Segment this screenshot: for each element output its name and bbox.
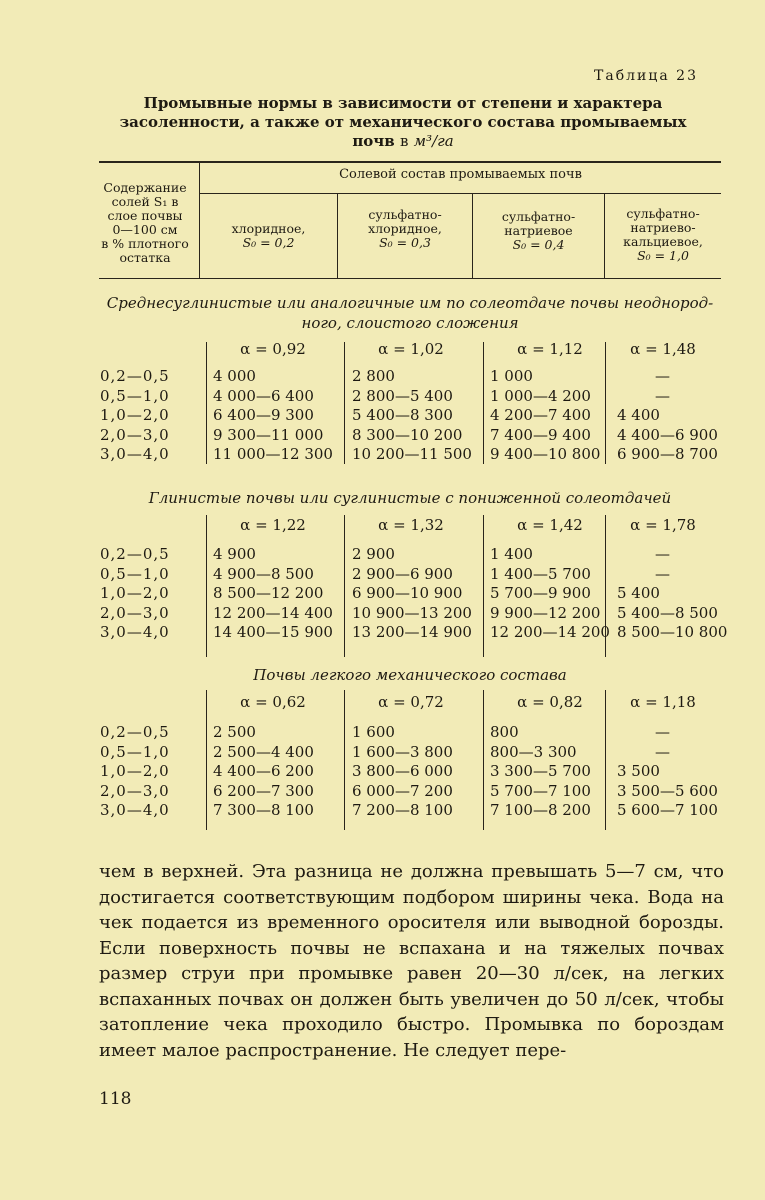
- row-label: 3,0—4,0: [100, 445, 170, 464]
- column-header-line: сульфатно-: [501, 209, 576, 224]
- body-divider-1: [344, 342, 345, 464]
- section-title-line: Глинистые почвы или суглинистые с пониженной солеотдачей: [148, 489, 672, 507]
- alpha-coefficient: α = 1,78: [630, 516, 696, 534]
- table-cell: 5 400—8 500: [617, 603, 718, 622]
- row-header-line: 0—100 см: [112, 222, 178, 237]
- table-title-unit: м³/га: [413, 132, 454, 150]
- table-cell: 9 900—12 200: [490, 603, 601, 622]
- row-label: 0,2—0,5: [100, 367, 170, 385]
- row-header-line: Содержание: [103, 180, 187, 195]
- alpha-coefficient: α = 1,18: [630, 693, 696, 711]
- column-header-so: S₀ = 0,3: [379, 235, 431, 250]
- row-label: 0,5—1,0: [100, 386, 170, 405]
- table-number: Таблица 23: [594, 68, 698, 84]
- body-paragraph: [99, 859, 724, 1063]
- table-cell: 1 400—5 700: [490, 564, 591, 583]
- body-divider-2: [483, 515, 484, 657]
- row-label: 2,0—3,0: [100, 425, 170, 444]
- table-cell: 7 300—8 100: [213, 801, 314, 820]
- body-divider-3: [605, 690, 606, 830]
- body-divider-0: [206, 690, 207, 830]
- table-cell: —: [655, 367, 670, 385]
- table-cell: —: [655, 564, 670, 583]
- table-cell: 6 900—8 700: [617, 445, 718, 464]
- body-divider-2: [483, 690, 484, 830]
- table-cell: 4 900: [213, 545, 256, 563]
- table-cell: 3 800—6 000: [352, 762, 453, 781]
- table-cell: 4 000—6 400: [213, 386, 314, 405]
- table-cell: 3 500—5 600: [617, 781, 718, 800]
- alpha-coefficient: α = 0,92: [240, 340, 306, 358]
- table-cell: 12 200—14 200: [490, 623, 610, 642]
- row-header-line: слое почвы: [107, 208, 183, 223]
- table-cell: 11 000—12 300: [213, 445, 333, 464]
- table-top-rule: [99, 161, 721, 163]
- body-divider-0: [206, 515, 207, 657]
- table-cell: 9 400—10 800: [490, 445, 601, 464]
- table-cell: 2 800: [352, 367, 395, 385]
- table-cell: 4 900—8 500: [213, 564, 314, 583]
- table-cell: 6 000—7 200: [352, 781, 453, 800]
- column-header-chloride: [200, 222, 337, 250]
- table-title-text: Промывные нормы в зависимости от степени и характера засоленности, а также от механического состава промываемых почв: [119, 94, 687, 150]
- body-divider-1: [344, 690, 345, 830]
- table-cell: 1 600—3 800: [352, 742, 453, 761]
- table-cell: 4 000: [213, 367, 256, 385]
- alpha-coefficient: α = 1,48: [630, 340, 696, 358]
- table-cell: 8 500—10 800: [617, 623, 728, 642]
- table-cell: 5 700—9 900: [490, 584, 591, 603]
- row-header-line: солей S₁ в: [111, 194, 179, 209]
- alpha-coefficient: α = 1,12: [517, 340, 583, 358]
- table-cell: 10 200—11 500: [352, 445, 472, 464]
- table-cell: 6 400—9 300: [213, 406, 314, 425]
- column-header-line: натриевое: [504, 223, 573, 238]
- table-cell: 6 900—10 900: [352, 584, 463, 603]
- page-number: 118: [99, 1089, 132, 1109]
- table-cell: 13 200—14 900: [352, 623, 472, 642]
- table-cell: —: [655, 386, 670, 405]
- body-divider-1: [344, 515, 345, 657]
- row-header: [90, 181, 200, 265]
- table-cell: —: [655, 723, 670, 741]
- column-header-line: кальциевое,: [623, 234, 703, 249]
- table-cell: 1 000: [490, 367, 533, 385]
- table-cell: 4 400—6 900: [617, 425, 718, 444]
- table-cell: 800: [490, 723, 519, 741]
- table-cell: 5 400—8 300: [352, 406, 453, 425]
- row-label: 1,0—2,0: [100, 406, 170, 425]
- alpha-coefficient: α = 0,82: [517, 693, 583, 711]
- table-cell: 1 600: [352, 723, 395, 741]
- table-cell: 12 200—14 400: [213, 603, 333, 622]
- column-header-so: S₀ = 1,0: [637, 248, 689, 263]
- table-cell: 5 700—7 100: [490, 781, 591, 800]
- body-divider-3: [605, 342, 606, 464]
- section-title: [90, 293, 730, 333]
- alpha-coefficient: α = 1,22: [240, 516, 306, 534]
- table-cell: 2 500: [213, 723, 256, 741]
- column-header-sulfate-sodium-calcium: [605, 207, 721, 263]
- body-divider-0: [206, 342, 207, 464]
- row-label: 1,0—2,0: [100, 584, 170, 603]
- table-cell: 3 500: [617, 762, 660, 781]
- section-title: [90, 665, 730, 685]
- header-bottom-rule: [99, 278, 721, 279]
- table-cell: 3 300—5 700: [490, 762, 591, 781]
- column-header-line: сульфатно-: [368, 207, 442, 222]
- table-cell: 4 200—7 400: [490, 406, 591, 425]
- body-paragraph-text: чем в верхней. Эта разница не должна превышать 5—7 см, что достигается соответствующим подбором ширины чека. Вода на чек подается из временного оросителя или выводной борозды. Если поверхность почвы не вспахана и на тяжелых почвах размер струи при промывке равен 20—30 л/сек, на легких вспаханных почвах он должен быть увеличен до 50 л/сек, чтобы затопление чека проходило быстро. Промывка по бороздам имеет малое распространение. Не следует пере-: [99, 861, 724, 1061]
- table-cell: 9 300—11 000: [213, 425, 324, 444]
- group-header-rule: [200, 193, 721, 194]
- table-cell: 1 000—4 200: [490, 386, 591, 405]
- table-cell: 5 600—7 100: [617, 801, 718, 820]
- column-header-line: натриево-: [630, 220, 696, 235]
- section-title-line: Почвы легкого механического состава: [253, 666, 567, 684]
- column-header-so: S₀ = 0,2: [242, 235, 295, 250]
- row-label: 0,5—1,0: [100, 564, 170, 583]
- row-label: 0,2—0,5: [100, 545, 170, 563]
- column-header-sulfate-chloride: [338, 208, 472, 250]
- table-cell: 2 800—5 400: [352, 386, 453, 405]
- row-label: 0,2—0,5: [100, 723, 170, 741]
- row-header-line: в % плотного: [101, 236, 189, 251]
- table-cell: 2 900—6 900: [352, 564, 453, 583]
- table-cell: —: [655, 742, 670, 761]
- row-header-line: остатка: [119, 250, 171, 265]
- row-label: 0,5—1,0: [100, 742, 170, 761]
- body-divider-2: [483, 342, 484, 464]
- table-cell: 4 400: [617, 406, 660, 425]
- column-header-line: хлоридное,: [368, 221, 442, 236]
- alpha-coefficient: α = 0,72: [378, 693, 444, 711]
- column-header-so: S₀ = 0,4: [512, 237, 565, 252]
- section-title: [90, 488, 730, 508]
- row-label: 2,0—3,0: [100, 603, 170, 622]
- table-title: [100, 94, 706, 151]
- column-header-line: сульфатно-: [626, 206, 700, 221]
- alpha-coefficient: α = 1,32: [378, 516, 444, 534]
- table-cell: 8 500—12 200: [213, 584, 324, 603]
- row-label: 1,0—2,0: [100, 762, 170, 781]
- row-label: 3,0—4,0: [100, 623, 170, 642]
- row-label: 2,0—3,0: [100, 781, 170, 800]
- column-header-sulfate-sodium: [473, 210, 604, 252]
- alpha-coefficient: α = 0,62: [240, 693, 306, 711]
- table-cell: 2 900: [352, 545, 395, 563]
- table-cell: 7 400—9 400: [490, 425, 591, 444]
- table-cell: 1 400: [490, 545, 533, 563]
- alpha-coefficient: α = 1,42: [517, 516, 583, 534]
- table-cell: 2 500—4 400: [213, 742, 314, 761]
- table-cell: 800—3 300: [490, 742, 577, 761]
- group-header: Солевой состав промываемых почв: [339, 167, 582, 182]
- table-cell: 7 200—8 100: [352, 801, 453, 820]
- section-title-line: ного, слоистого сложения: [301, 314, 519, 332]
- column-header-line: хлоридное,: [231, 221, 306, 236]
- table-cell: 6 200—7 300: [213, 781, 314, 800]
- table-cell: 10 900—13 200: [352, 603, 472, 622]
- table-title-unit-prefix: в: [399, 132, 409, 150]
- row-label: 3,0—4,0: [100, 801, 170, 820]
- table-cell: 5 400: [617, 584, 660, 603]
- table-cell: 4 400—6 200: [213, 762, 314, 781]
- table-cell: 14 400—15 900: [213, 623, 333, 642]
- section-title-line: Среднесуглинистые или аналогичные им по солеотдаче почвы неоднород-: [106, 294, 714, 312]
- alpha-coefficient: α = 1,02: [378, 340, 444, 358]
- table-cell: 8 300—10 200: [352, 425, 463, 444]
- table-cell: —: [655, 545, 670, 563]
- table-cell: 7 100—8 200: [490, 801, 591, 820]
